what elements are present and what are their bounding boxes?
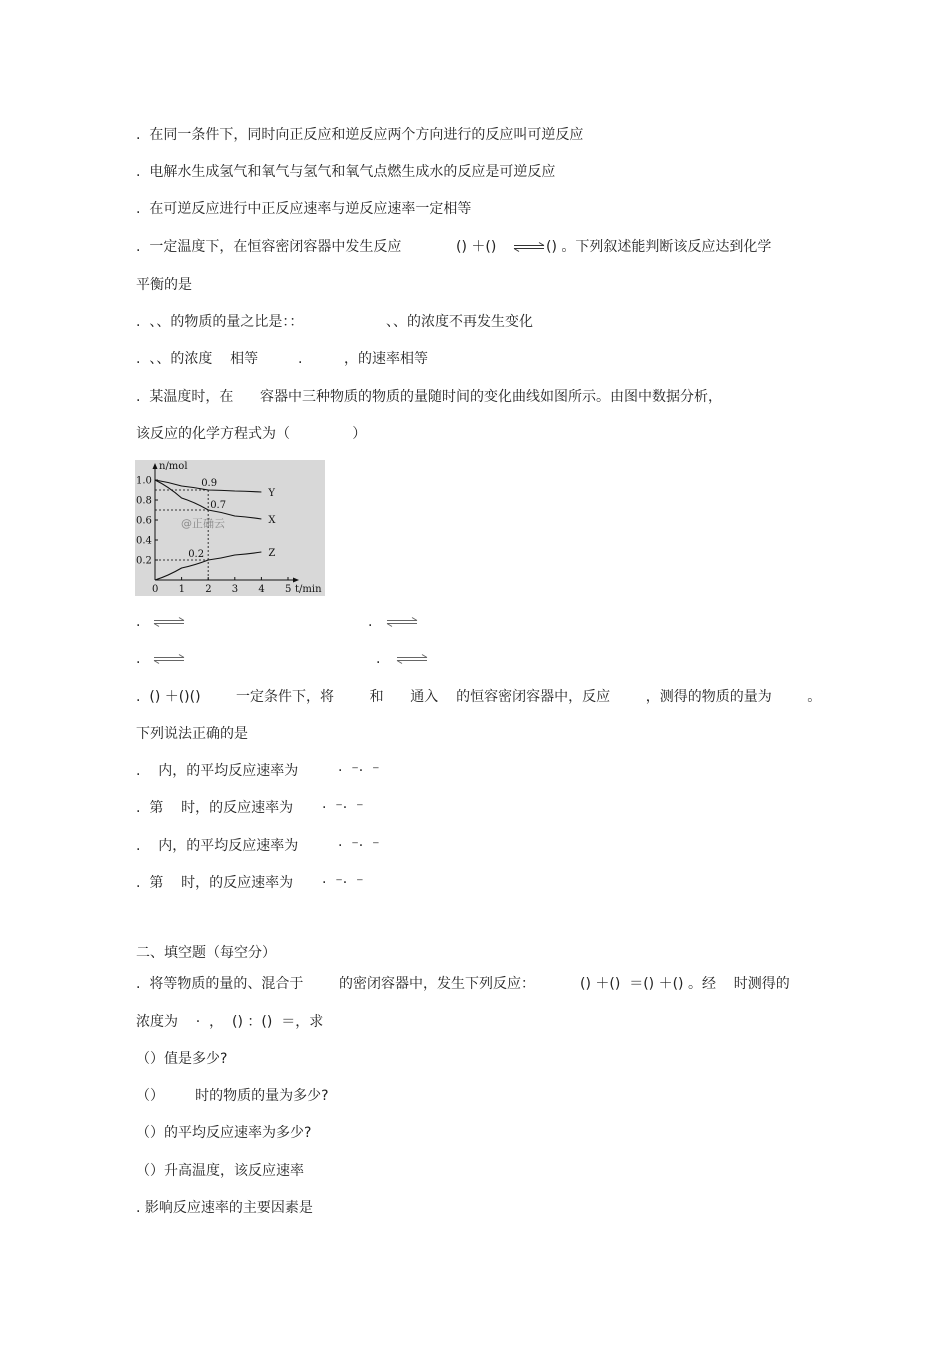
question-5-stem-end: 该反应的化学方程式为（ ） <box>136 426 367 442</box>
watermark-text: @正确云 <box>181 517 225 530</box>
dashed-guides <box>155 490 208 580</box>
x-axis-label: t/min <box>295 584 322 595</box>
sub-question-4: （）升高温度，该反应速率 <box>136 1163 304 1179</box>
option-5b-marker: . <box>368 614 373 630</box>
question-7-stem: . 将等物质的量的、混合于 的密闭容器中，发生下列反应： <box>136 976 535 992</box>
question-5-stem: . 某温度时，在 容器中三种物质的物质的量随时间的变化曲线如图所示。由图中数据分析， <box>136 389 723 405</box>
question-4-stem-end: 平衡的是 <box>136 277 192 293</box>
y-axis-label: n/mol <box>159 461 188 472</box>
equilibrium-arrow-icon <box>395 654 429 664</box>
section-heading: 二、填空题（每空分） <box>136 945 276 961</box>
question-8-stem: . 影响反应速率的主要因素是 <box>136 1200 313 1216</box>
y-tick-label: 0.4 <box>136 535 152 547</box>
question-7-condition: 浓度为 · ， () ：() ＝，求 <box>136 1014 324 1030</box>
question-6-prompt: 下列说法正确的是 <box>136 726 248 742</box>
option-b: 、、的浓度不再发生变化 <box>386 314 533 330</box>
x-axis-arrow <box>293 578 299 583</box>
y-tick-label: 0.2 <box>136 555 152 567</box>
option-6d: . 第 时，的反应速率为 <box>136 875 294 891</box>
option-5c-marker: . <box>136 651 141 667</box>
sub-question-1: （）值是多少? <box>136 1051 228 1067</box>
x-tick-label: 0 <box>152 584 159 595</box>
equilibrium-arrow-icon <box>152 617 186 627</box>
option-d: ，的速率相等 <box>344 351 428 367</box>
option-6a-unit: · ⁻· ⁻ <box>338 763 380 779</box>
option-6d-unit: · ⁻· ⁻ <box>322 875 364 891</box>
x-tick-label: 3 <box>231 584 239 595</box>
option-5d-marker: . <box>376 651 381 667</box>
statement-a: . 在同一条件下，同时向正反应和逆反应两个方向进行的反应叫可逆反应 <box>136 127 584 143</box>
sub-question-3: （）的平均反应速率为多少? <box>136 1125 312 1141</box>
annotation-label: 0.9 <box>201 478 218 489</box>
annotation-label: 0.2 <box>188 549 205 560</box>
y-axis-arrow <box>153 463 158 469</box>
x-tick-label: 4 <box>258 584 265 595</box>
series-label-z: Z <box>268 548 276 559</box>
series-label-x: X <box>268 515 276 526</box>
y-tick-label: 1.0 <box>136 475 152 487</box>
option-5a-marker: . <box>136 614 141 630</box>
reaction-reactants: () ＋() <box>456 239 497 255</box>
y-tick-label: 0.6 <box>136 515 152 527</box>
option-6a: . 内，的平均反应速率为 <box>136 763 299 779</box>
statement-c: . 在可逆反应进行中正反应速率与逆反应速率一定相等 <box>136 201 472 217</box>
equilibrium-arrow-icon <box>152 654 186 664</box>
amount-vs-time-chart <box>135 460 325 596</box>
chart-axes <box>153 463 300 583</box>
option-6c: . 内，的平均反应速率为 <box>136 838 299 854</box>
option-6c-unit: · ⁻· ⁻ <box>338 838 380 854</box>
option-6b: . 第 时，的反应速率为 <box>136 800 294 816</box>
x-tick-label: 2 <box>205 584 212 595</box>
annotation-label: 0.7 <box>210 500 227 511</box>
option-d-marker: . <box>298 351 303 367</box>
option-a: . 、、的物质的量之比是：： <box>136 314 304 330</box>
sub-question-2: （） 时的物质的量为多少? <box>136 1088 329 1104</box>
option-c: . 、、的浓度 相等 <box>136 351 259 367</box>
question-6-stem: 一定条件下，将 和 通入 的恒容密闭容器中，反应 ，测得的物质的量为 。 <box>236 689 822 705</box>
equilibrium-arrow-icon <box>385 617 419 627</box>
equilibrium-arrow-icon <box>512 242 546 252</box>
option-6b-unit: · ⁻· ⁻ <box>322 800 364 816</box>
question-6-reaction: . () ＋()() <box>136 689 201 705</box>
series-label-y: Y <box>268 488 276 499</box>
x-tick-label: 1 <box>178 584 185 595</box>
y-tick-label: 0.8 <box>136 495 152 507</box>
question-4-stem: . 一定温度下，在恒容密闭容器中发生反应 <box>136 239 402 255</box>
question-7-reaction: () ＋() ＝() ＋() 。经 时测得的 <box>580 976 790 992</box>
statement-b: . 电解水生成氢气和氧气与氢气和氧气点燃生成水的反应是可逆反应 <box>136 164 556 180</box>
question-4-stem-tail: () 。下列叙述能判断该反应达到化学 <box>546 239 772 255</box>
x-tick-label: 5 <box>285 584 292 595</box>
